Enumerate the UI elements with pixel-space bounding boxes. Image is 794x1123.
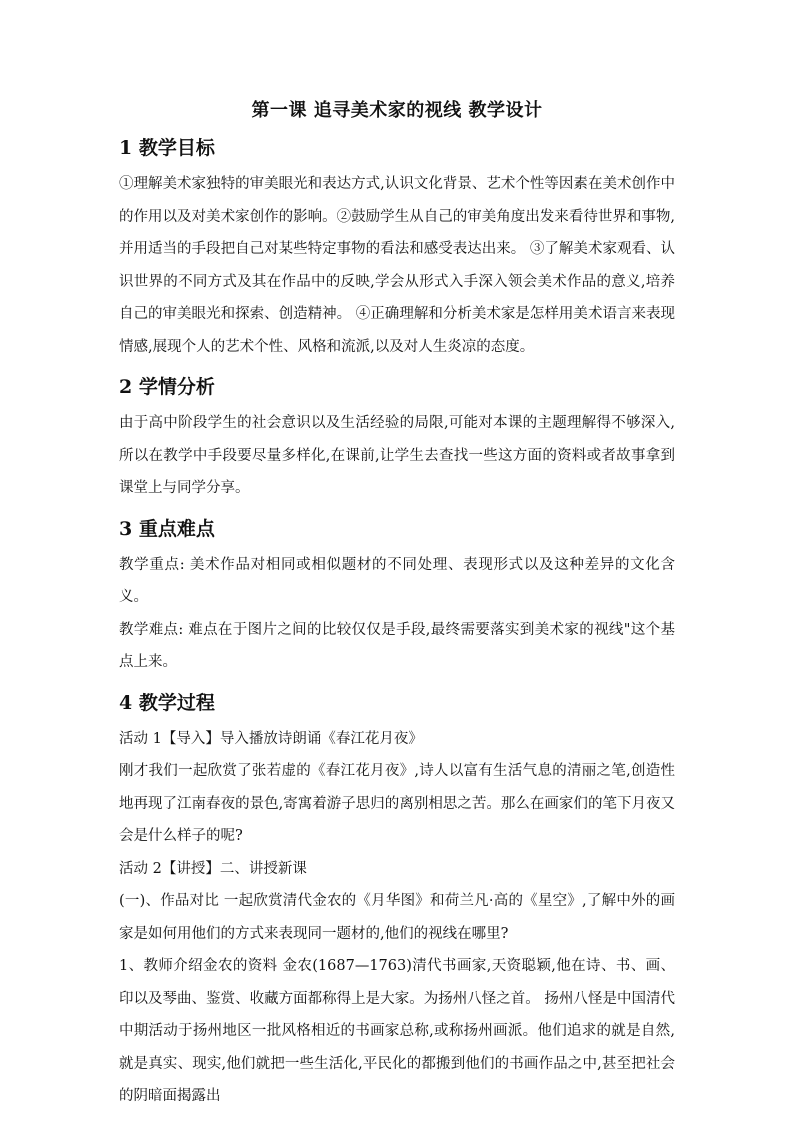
- section-heading-objectives: 1 教学目标: [119, 137, 215, 159]
- activity-1-label: 活动 1【导入】导入播放诗朗诵《春江花月夜》: [119, 730, 423, 747]
- document-page: [119, 98, 675, 1113]
- artwork-comparison-paragraph: (一)、作品对比 一起欣赏清代金农的《月华图》和荷兰凡·高的《星空》,了解中外的画家是如何用他们的方式来表现同一题材的,他们的视线在哪里?: [119, 893, 675, 942]
- section-heading-teaching-process: 4 教学过程: [119, 691, 215, 714]
- difficulty-paragraph: 教学难点: 难点在于图片之间的比较仅仅是手段,最终需要落实到美术家的视线"这个基点上来。: [119, 621, 675, 670]
- jin-nong-intro-paragraph: 1、教师介绍金农的资料 金农(1687—1763)清代书画家,天资聪颖,他在诗、书、画、印以及琴曲、鉴赏、收藏方面都称得上是大家。为扬州八怪之首。 扬州八怪是中国清代中期活动于扬州地区一批风格相近的书画家总称,或称扬州画派。他们追求的就是自然,就是真实、现实,他们就把一些生活化,平民化的都搬到他们的书画作品之中,甚至把社会的阴暗面揭露出: [119, 958, 675, 1104]
- section-heading-student-analysis: 2 学情分析: [119, 376, 215, 398]
- document-title: 第一课 追寻美术家的视线 教学设计: [251, 100, 543, 121]
- objectives-paragraph: ①理解美术家独特的审美眼光和表达方式,认识文化背景、艺术个性等因素在美术创作中的作用以及对美术家创作的影响。②鼓励学生从自己的审美角度出发来看待世界和事物,并用适当的手段把自己对某些特定事物的看法和感受表达出来。 ③了解美术家观看、认识世界的不同方式及其在作品中的反映,学会从形式入手深入领会美术作品的意义,培养自己的审美眼光和探索、创造精神。 ④正确理解和分析美术家是怎样用美术语言来表现情感,展现个人的艺术个性、风格和流派,以及对人生炎凉的态度。: [119, 176, 675, 355]
- activity-2-label: 活动 2【讲授】二、讲授新课: [119, 860, 307, 877]
- section-heading-key-points: 3 重点难点: [119, 517, 215, 540]
- key-point-paragraph: 教学重点: 美术作品对相同或相似题材的不同处理、表现形式以及这种差异的文化含义。: [119, 556, 675, 605]
- student-analysis-paragraph: 由于高中阶段学生的社会意识以及生活经验的局限,可能对本课的主题理解得不够深入,所以在教学中手段要尽量多样化,在课前,让学生去查找一些这方面的资料或者故事拿到课堂上与同学分享。: [119, 415, 675, 496]
- activity-1-paragraph: 刚才我们一起欣赏了张若虚的《春江花月夜》,诗人以富有生活气息的清丽之笔,创造性地再现了江南春夜的景色,寄寓着游子思归的离别相思之苦。那么在画家们的笔下月夜又会是什么样子的呢?: [119, 763, 675, 844]
